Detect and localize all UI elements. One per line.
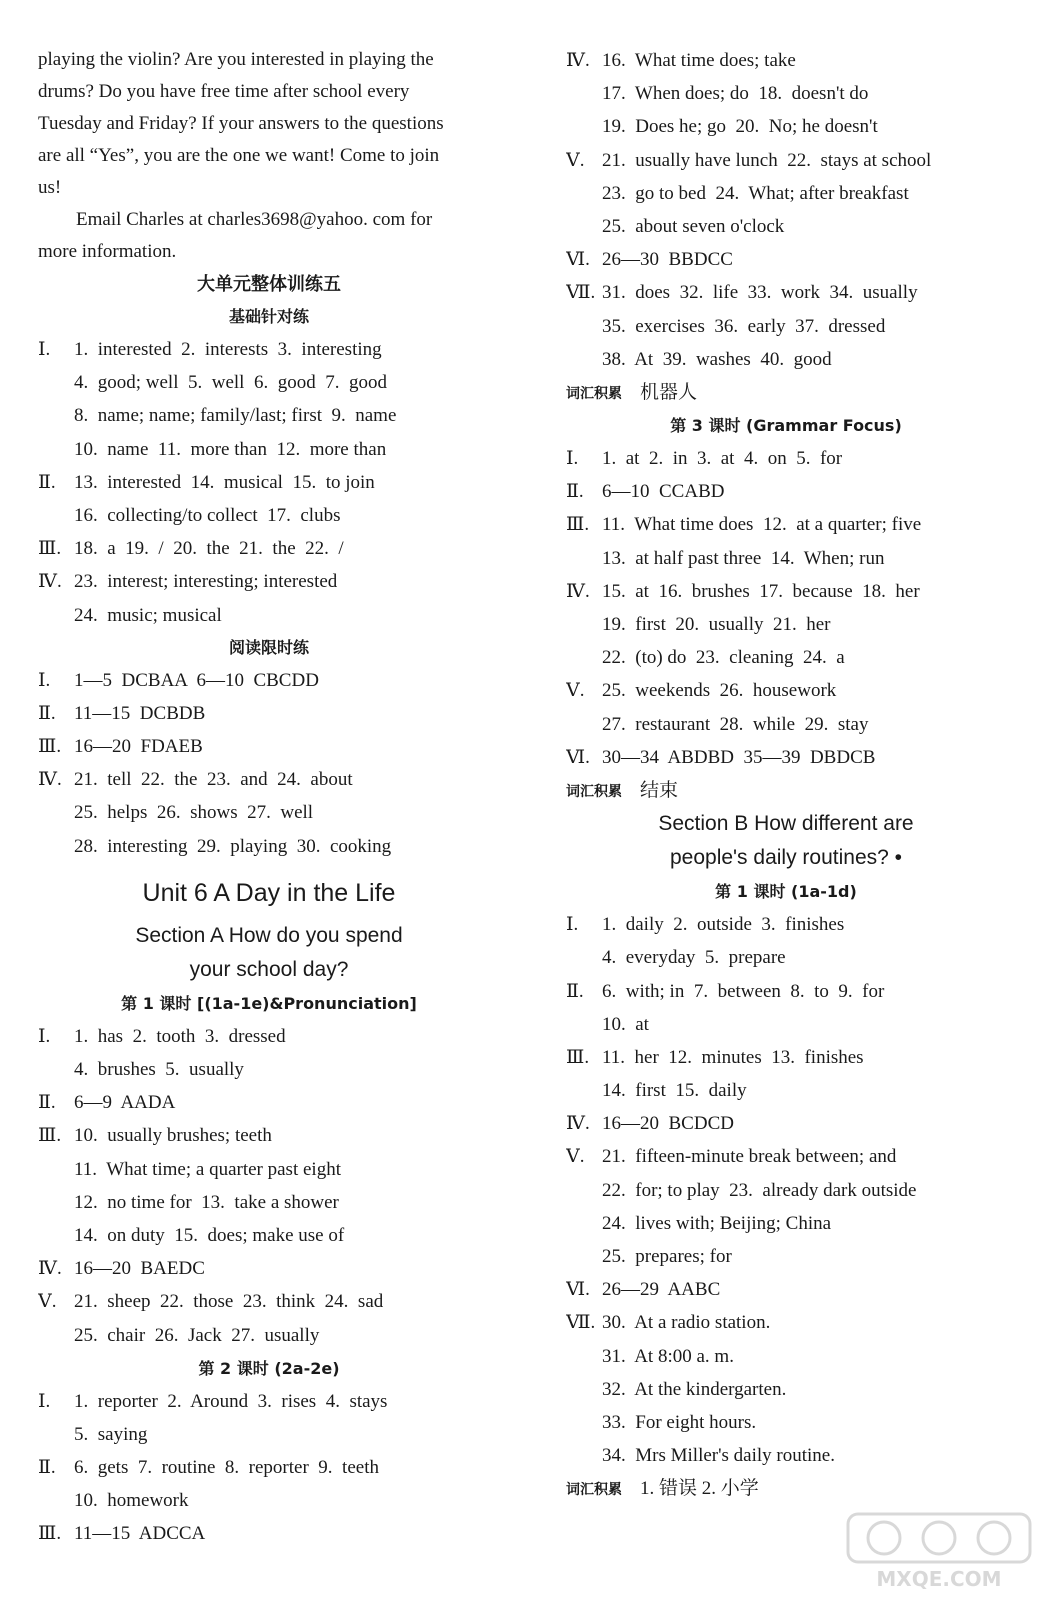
answer-text: 6—9 AADA bbox=[74, 1092, 176, 1114]
question-group-number: Ⅲ. bbox=[38, 1125, 62, 1147]
lesson-2-answers bbox=[38, 1385, 500, 1551]
answer-line bbox=[566, 1140, 1006, 1173]
answer-text: 23. interest; interesting; interested bbox=[74, 571, 338, 593]
answer-text: 25. weekends 26. housework bbox=[602, 680, 837, 702]
lesson-3-title: 第 3 课时 (Grammar Focus) bbox=[670, 416, 902, 436]
answer-text: 8. name; name; family/last; first 9. name bbox=[74, 405, 397, 427]
answer-line bbox=[566, 1174, 1006, 1207]
answer-text: 16—20 FDAEB bbox=[74, 736, 203, 758]
answer-line bbox=[38, 599, 500, 632]
question-group-number: Ⅵ. bbox=[566, 1279, 590, 1301]
answer-text: 13. at half past three 14. When; run bbox=[602, 547, 885, 569]
answer-text: 34. Mrs Miller's daily routine. bbox=[602, 1445, 835, 1467]
answer-text: 24. music; musical bbox=[74, 604, 222, 626]
answer-text: 14. on duty 15. does; make use of bbox=[74, 1224, 345, 1246]
watermark-logo bbox=[844, 1510, 1034, 1592]
passage-line: Tuesday and Friday? If your answers to the questions bbox=[38, 113, 444, 134]
question-group-number: Ⅳ. bbox=[566, 580, 590, 602]
answer-line bbox=[566, 1240, 1006, 1273]
answer-line bbox=[566, 1008, 1006, 1041]
answer-text: 31. does 32. life 33. work 34. usually bbox=[602, 282, 918, 304]
answer-line bbox=[38, 1186, 500, 1219]
passage-line: us! bbox=[38, 177, 62, 198]
answer-text: 13. interested 14. musical 15. to join bbox=[74, 471, 375, 493]
answer-text: 10. homework bbox=[74, 1490, 189, 1512]
vocab-label: 词汇积累 bbox=[566, 783, 622, 800]
watermark-text: MXQE.COM bbox=[876, 1567, 1002, 1591]
answer-text: 27. restaurant 28. while 29. stay bbox=[602, 713, 869, 735]
question-group-number: Ⅳ. bbox=[566, 1113, 590, 1135]
answer-text: 25. chair 26. Jack 27. usually bbox=[74, 1324, 320, 1346]
answer-line bbox=[566, 1406, 1006, 1439]
answer-line bbox=[38, 1252, 500, 1285]
answer-text: 22. (to) do 23. cleaning 24. a bbox=[602, 647, 845, 669]
lesson-1-answers bbox=[38, 1020, 500, 1352]
answer-text: 35. exercises 36. early 37. dressed bbox=[602, 315, 886, 337]
answer-line bbox=[566, 908, 1006, 941]
answer-text: 1. interested 2. interests 3. interesting bbox=[74, 339, 382, 360]
answer-text: 6. gets 7. routine 8. reporter 9. teeth bbox=[74, 1457, 379, 1479]
answer-text: 16—20 BCDCD bbox=[602, 1113, 734, 1135]
answer-line bbox=[566, 243, 1006, 276]
answer-line bbox=[566, 442, 1006, 475]
reading-answers bbox=[38, 664, 500, 863]
answer-line bbox=[38, 763, 500, 796]
answer-line bbox=[566, 1373, 1006, 1406]
answer-line bbox=[38, 1451, 500, 1484]
answer-line bbox=[38, 1517, 500, 1550]
question-group-number: Ⅲ. bbox=[566, 514, 590, 536]
answer-text: 5. saying bbox=[74, 1423, 148, 1445]
answer-text: 23. go to bed 24. What; after breakfast bbox=[602, 182, 909, 204]
answer-line bbox=[566, 1041, 1006, 1074]
vocab-answer: 1. 错误 2. 小学 bbox=[640, 1478, 759, 1500]
vocab-accumulation bbox=[566, 774, 1006, 807]
answer-text: 11. her 12. minutes 13. finishes bbox=[602, 1046, 864, 1068]
answer-text: 1. at 2. in 3. at 4. on 5. for bbox=[602, 448, 843, 470]
answer-line bbox=[566, 741, 1006, 774]
answer-line bbox=[38, 399, 500, 432]
answer-line bbox=[38, 1119, 500, 1152]
answer-line bbox=[566, 542, 1006, 575]
answer-text: 16. What time does; take bbox=[602, 50, 796, 71]
answer-text: 26—29 AABC bbox=[602, 1279, 721, 1301]
section-a-title-line-1: Section A How do you spend bbox=[135, 923, 403, 947]
answer-text: 16—20 BAEDC bbox=[74, 1258, 205, 1280]
answer-line bbox=[38, 433, 500, 466]
answer-line bbox=[566, 1306, 1006, 1339]
answer-text: 6—10 CCABD bbox=[602, 481, 725, 503]
answer-line bbox=[38, 1484, 500, 1517]
answer-text: 10. at bbox=[602, 1013, 649, 1035]
answer-text: 21. sheep 22. those 23. think 24. sad bbox=[74, 1291, 384, 1313]
answer-line bbox=[566, 1207, 1006, 1240]
answer-line bbox=[566, 575, 1006, 608]
vocab-accumulation bbox=[566, 376, 1006, 409]
basic-answers bbox=[38, 333, 500, 632]
answer-text: 21. fifteen-minute break between; and bbox=[602, 1146, 897, 1168]
answer-text: 18. a 19. / 20. the 21. the 22. / bbox=[74, 538, 344, 560]
question-group-number: Ⅴ. bbox=[566, 1146, 585, 1168]
answer-line bbox=[566, 210, 1006, 243]
answer-text: 16. collecting/to collect 17. clubs bbox=[74, 504, 341, 526]
answer-line bbox=[566, 941, 1006, 974]
answer-text: 11. What time does 12. at a quarter; five bbox=[602, 514, 922, 536]
question-group-number: Ⅶ. bbox=[566, 1312, 596, 1334]
answer-text: 30—34 ABDBD 35—39 DBDCB bbox=[602, 746, 876, 768]
answer-line bbox=[38, 1319, 500, 1352]
section-a-title-line-2: your school day? bbox=[189, 957, 349, 981]
question-group-number: Ⅵ. bbox=[566, 746, 590, 768]
answer-line bbox=[38, 333, 500, 366]
answer-line bbox=[38, 1020, 500, 1053]
question-group-number: Ⅳ. bbox=[38, 769, 62, 791]
answer-line bbox=[38, 565, 500, 598]
answer-text: 1. daily 2. outside 3. finishes bbox=[602, 914, 845, 936]
question-group-number: Ⅴ. bbox=[566, 680, 585, 702]
answer-line bbox=[566, 1074, 1006, 1107]
question-group-number: Ⅳ. bbox=[38, 1258, 62, 1280]
answer-text: 10. usually brushes; teeth bbox=[74, 1125, 272, 1147]
answer-line bbox=[38, 664, 500, 697]
answer-line bbox=[38, 1219, 500, 1252]
lesson-1-title: 第 1 课时 [(1a-1e)&Pronunciation] bbox=[121, 993, 417, 1013]
passage-line: drums? Do you have free time after school every bbox=[38, 81, 410, 102]
answer-text: 28. interesting 29. playing 30. cooking bbox=[74, 835, 392, 857]
answer-text: 11—15 DCBDB bbox=[74, 702, 206, 724]
lesson-b1-answers bbox=[566, 908, 1006, 1472]
answer-text: 31. At 8:00 a. m. bbox=[602, 1345, 734, 1367]
answer-text: 33. For eight hours. bbox=[602, 1411, 757, 1433]
lesson-3-answers bbox=[566, 442, 1006, 774]
answer-text: 19. Does he; go 20. No; he doesn't bbox=[602, 116, 878, 138]
lesson-2-answers-continued bbox=[566, 44, 1006, 376]
vocab-label: 词汇积累 bbox=[566, 385, 622, 402]
answer-line bbox=[38, 697, 500, 730]
answer-text: 14. first 15. daily bbox=[602, 1080, 747, 1102]
lesson-b1-title: 第 1 课时 (1a-1d) bbox=[715, 882, 857, 902]
vocab-answer: 结束 bbox=[640, 779, 679, 801]
question-group-number: Ⅰ. bbox=[38, 1390, 51, 1412]
answer-line bbox=[566, 310, 1006, 343]
question-group-number: Ⅲ. bbox=[38, 736, 62, 758]
answer-line bbox=[566, 276, 1006, 309]
answer-text: 1. reporter 2. Around 3. rises 4. stays bbox=[74, 1390, 388, 1412]
answer-text: 22. for; to play 23. already dark outside bbox=[602, 1179, 917, 1201]
answer-text: 4. brushes 5. usually bbox=[74, 1059, 244, 1080]
answer-line bbox=[566, 708, 1006, 741]
question-group-number: Ⅰ. bbox=[566, 914, 579, 936]
answer-line bbox=[38, 796, 500, 829]
question-group-number: Ⅱ. bbox=[566, 481, 584, 503]
question-group-number: Ⅴ. bbox=[38, 1291, 57, 1313]
answer-line bbox=[566, 1107, 1006, 1140]
answer-text: 30. At a radio station. bbox=[602, 1312, 771, 1334]
passage-line: are all “Yes”, you are the one we want! Come to join bbox=[38, 145, 440, 166]
answer-line bbox=[38, 366, 500, 399]
answer-text: 1. has 2. tooth 3. dressed bbox=[74, 1025, 286, 1047]
section-b-title-line-2: people's daily routines? • bbox=[669, 846, 902, 870]
passage bbox=[38, 44, 500, 268]
answer-line bbox=[38, 1053, 500, 1086]
question-group-number: Ⅲ. bbox=[38, 1523, 62, 1545]
question-group-number: Ⅴ. bbox=[566, 149, 585, 171]
answer-text: 26—30 BBDCC bbox=[602, 249, 733, 271]
answer-text: 10. name 11. more than 12. more than bbox=[74, 438, 387, 460]
lesson-2-title: 第 2 课时 (2a-2e) bbox=[198, 1358, 340, 1378]
answer-line bbox=[38, 532, 500, 565]
question-group-number: Ⅱ. bbox=[38, 471, 56, 493]
question-group-number: Ⅱ. bbox=[38, 1457, 56, 1479]
basic-practice-title: 基础针对练 bbox=[228, 307, 309, 326]
answer-line bbox=[38, 1086, 500, 1119]
answer-text: 1—5 DCBAA 6—10 CBCDD bbox=[74, 669, 319, 691]
question-group-number: Ⅳ. bbox=[566, 50, 590, 71]
reading-practice-title: 阅读限时练 bbox=[228, 637, 309, 657]
answer-line bbox=[566, 508, 1006, 541]
answer-text: 19. first 20. usually 21. her bbox=[602, 614, 831, 635]
question-group-number: Ⅱ. bbox=[38, 1092, 56, 1114]
question-group-number: Ⅱ. bbox=[38, 702, 56, 724]
answer-line bbox=[566, 641, 1006, 674]
question-group-number: Ⅰ. bbox=[38, 669, 51, 691]
right-column bbox=[566, 44, 1006, 1506]
answer-line bbox=[566, 1273, 1006, 1306]
vocab-label: 词汇积累 bbox=[566, 1482, 622, 1499]
answer-line bbox=[566, 77, 1006, 110]
question-group-number: Ⅰ. bbox=[566, 448, 579, 470]
question-group-number: Ⅱ. bbox=[566, 980, 584, 1002]
answer-line bbox=[38, 830, 500, 863]
answer-line bbox=[566, 674, 1006, 707]
question-group-number: Ⅶ. bbox=[566, 282, 596, 304]
answer-text: 25. prepares; for bbox=[602, 1246, 732, 1267]
answer-line bbox=[38, 1385, 500, 1418]
answer-line bbox=[38, 1153, 500, 1186]
answer-line bbox=[566, 44, 1006, 77]
answer-line bbox=[566, 608, 1006, 641]
unit-review-title: 大单元整体训练五 bbox=[197, 274, 341, 295]
answer-line bbox=[566, 975, 1006, 1008]
answer-line bbox=[566, 144, 1006, 177]
answer-text: 25. helps 26. shows 27. well bbox=[74, 802, 314, 824]
answer-line bbox=[566, 343, 1006, 376]
vocab-answer: 机器人 bbox=[640, 381, 698, 403]
passage-line: Email Charles at charles3698@yahoo. com for bbox=[76, 209, 433, 230]
answer-line bbox=[38, 730, 500, 763]
question-group-number: Ⅳ. bbox=[38, 571, 62, 593]
answer-line bbox=[566, 110, 1006, 143]
section-b-title-line-1: Section B How different are bbox=[658, 812, 914, 836]
answer-text: 17. When does; do 18. doesn't do bbox=[602, 83, 869, 105]
answer-text: 11—15 ADCCA bbox=[74, 1523, 206, 1545]
question-group-number: Ⅵ. bbox=[566, 249, 590, 271]
answer-text: 25. about seven o'clock bbox=[602, 215, 785, 237]
answer-line bbox=[38, 499, 500, 532]
answer-line bbox=[566, 1340, 1006, 1373]
passage-line: playing the violin? Are you interested in playing the bbox=[38, 49, 434, 70]
answer-text: 21. usually have lunch 22. stays at school bbox=[602, 149, 932, 171]
question-group-number: Ⅰ. bbox=[38, 339, 51, 360]
question-group-number: Ⅰ. bbox=[38, 1025, 51, 1047]
unit-title: Unit 6 A Day in the Life bbox=[142, 878, 396, 907]
answer-text: 21. tell 22. the 23. and 24. about bbox=[74, 769, 353, 791]
answer-line bbox=[566, 177, 1006, 210]
question-group-number: Ⅲ. bbox=[566, 1046, 590, 1068]
answer-text: 4. good; well 5. well 6. good 7. good bbox=[74, 372, 387, 394]
answer-text: 4. everyday 5. prepare bbox=[602, 947, 786, 969]
vocab-accumulation bbox=[566, 1472, 1006, 1505]
answer-text: 6. with; in 7. between 8. to 9. for bbox=[602, 980, 885, 1002]
answer-text: 11. What time; a quarter past eight bbox=[74, 1158, 341, 1180]
answer-text: 38. At 39. washes 40. good bbox=[602, 348, 832, 370]
answer-line bbox=[38, 1418, 500, 1451]
answer-text: 15. at 16. brushes 17. because 18. her bbox=[602, 580, 920, 602]
answer-line bbox=[38, 466, 500, 499]
answer-text: 24. lives with; Beijing; China bbox=[602, 1212, 832, 1234]
passage-line: more information. bbox=[38, 241, 177, 262]
left-column bbox=[38, 44, 500, 1551]
question-group-number: Ⅲ. bbox=[38, 538, 62, 560]
answer-line bbox=[566, 1439, 1006, 1472]
answer-line bbox=[38, 1285, 500, 1318]
answer-text: 32. At the kindergarten. bbox=[602, 1378, 787, 1400]
answer-line bbox=[566, 475, 1006, 508]
answer-text: 12. no time for 13. take a shower bbox=[74, 1191, 339, 1213]
